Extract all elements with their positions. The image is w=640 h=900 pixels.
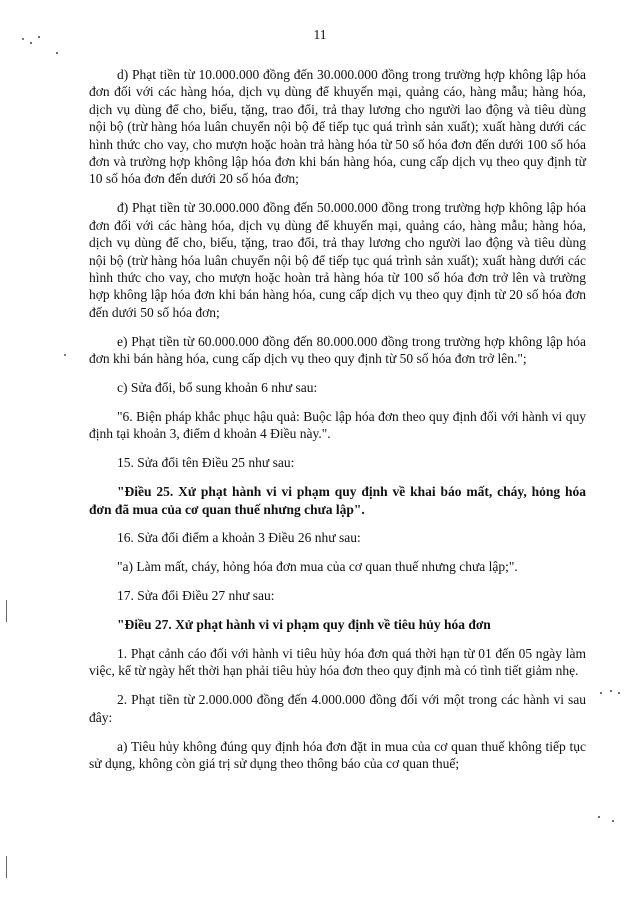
paragraph-point-d: d) Phạt tiền từ 10.000.000 đồng đến 30.000.000 đồng trong trường hợp không lập hóa đơn đối với các hàng hóa, dịch vụ dùng để khuyến mại, quảng cáo, hàng mẫu; hàng hóa, dịch vụ dùng để cho, biếu, tặng, trao đổi, trả thay lương cho người lao động và tiêu dùng nội bộ (trừ hàng hóa luân chuyển nội bộ để tiếp tục quá trình sản xuất); xuất hàng dưới các hình thức cho vay, cho mượn hoặc hoàn trả hàng hóa từ 50 số hóa đơn đến dưới 100 số hóa đơn và trường hợp không lập hóa đơn khi bán hàng hóa, cung cấp dịch vụ theo quy định từ 10 số hóa đơn đến dưới 20 số hóa đơn; bbox=[89, 67, 586, 187]
scan-speck bbox=[612, 820, 614, 822]
scan-speck bbox=[598, 816, 600, 818]
scan-speck bbox=[22, 38, 24, 40]
scan-speck bbox=[56, 52, 58, 54]
document-body bbox=[89, 66, 586, 784]
page-number: 11 bbox=[313, 27, 327, 42]
paragraph-point-a-quote: "a) Làm mất, cháy, hỏng hóa đơn mua của cơ quan thuế nhưng chưa lập;". bbox=[117, 559, 518, 575]
paragraph-point-e: e) Phạt tiền từ 60.000.000 đồng đến 80.000.000 đồng trong trường hợp không lập hóa đơn khi bán hàng hóa, cung cấp dịch vụ theo quy định từ 50 số hóa đơn trở lên."; bbox=[89, 333, 586, 367]
paragraph-item-c: c) Sửa đổi, bổ sung khoản 6 như sau: bbox=[117, 380, 318, 395]
scan-speck bbox=[618, 692, 620, 694]
scan-margin-mark bbox=[6, 600, 7, 622]
article-27-heading: "Điều 27. Xử phạt hành vi vi phạm quy định về tiêu hủy hóa đơn bbox=[117, 617, 491, 633]
article-25-heading: "Điều 25. Xử phạt hành vi vi phạm quy định về khai báo mất, cháy, hỏng hóa đơn đã mua của cơ quan thuế nhưng chưa lập". bbox=[89, 484, 586, 517]
paragraph-clause-6: "6. Biện pháp khắc phục hậu quả: Buộc lập hóa đơn theo quy định đối với hành vi quy định tại khoản 3, điểm d khoản 4 Điều này.". bbox=[89, 408, 586, 442]
paragraph-item-15: 15. Sửa đổi tên Điều 25 như sau: bbox=[117, 455, 295, 471]
paragraph-clause-2a: a) Tiêu hủy không đúng quy định hóa đơn đặt in mua của cơ quan thuế không tiếp tục sử dụng, không còn giá trị sử dụng theo thông báo của cơ quan thuế; bbox=[89, 738, 586, 772]
paragraph-item-17: 17. Sửa đổi Điều 27 như sau: bbox=[117, 588, 275, 604]
paragraph-clause-1: 1. Phạt cảnh cáo đối với hành vi tiêu hủy hóa đơn quá thời hạn từ 01 đến 05 ngày làm việc, kể từ ngày hết thời hạn phải tiêu hủy hóa đơn theo quy định mà có tình tiết giảm nhẹ. bbox=[89, 646, 586, 679]
scan-speck bbox=[610, 690, 612, 692]
scan-margin-mark bbox=[6, 856, 7, 878]
scan-speck bbox=[38, 36, 40, 38]
scan-speck bbox=[30, 42, 32, 44]
paragraph-clause-2: 2. Phạt tiền từ 2.000.000 đồng đến 4.000.000 đồng đối với một trong các hành vi sau đây: bbox=[89, 692, 586, 725]
paragraph-point-dd: đ) Phạt tiền từ 30.000.000 đồng đến 50.000.000 đồng trong trường hợp không lập hóa đơn đối với các hàng hóa, dịch vụ dùng để khuyến mại, quảng cáo, hàng mẫu; hàng hóa, dịch vụ dùng để cho, biếu, tặng, trao đổi, trả thay lương cho người lao động và tiêu dùng nội bộ (trừ hàng hóa luân chuyển nội bộ để tiếp tục quá trình sản xuất); xuất hàng dưới các hình thức cho vay, cho mượn hoặc hoàn trả hàng hóa từ 100 số hóa đơn trở lên và trường hợp không lập hóa đơn khi bán hàng hóa, cung cấp dịch vụ theo quy định từ 20 số hóa đơn đến dưới 50 số hóa đơn; bbox=[89, 200, 586, 320]
paragraph-item-16: 16. Sửa đổi điểm a khoản 3 Điều 26 như sau: bbox=[117, 530, 361, 546]
scan-speck bbox=[600, 692, 602, 694]
scan-speck bbox=[64, 354, 66, 356]
